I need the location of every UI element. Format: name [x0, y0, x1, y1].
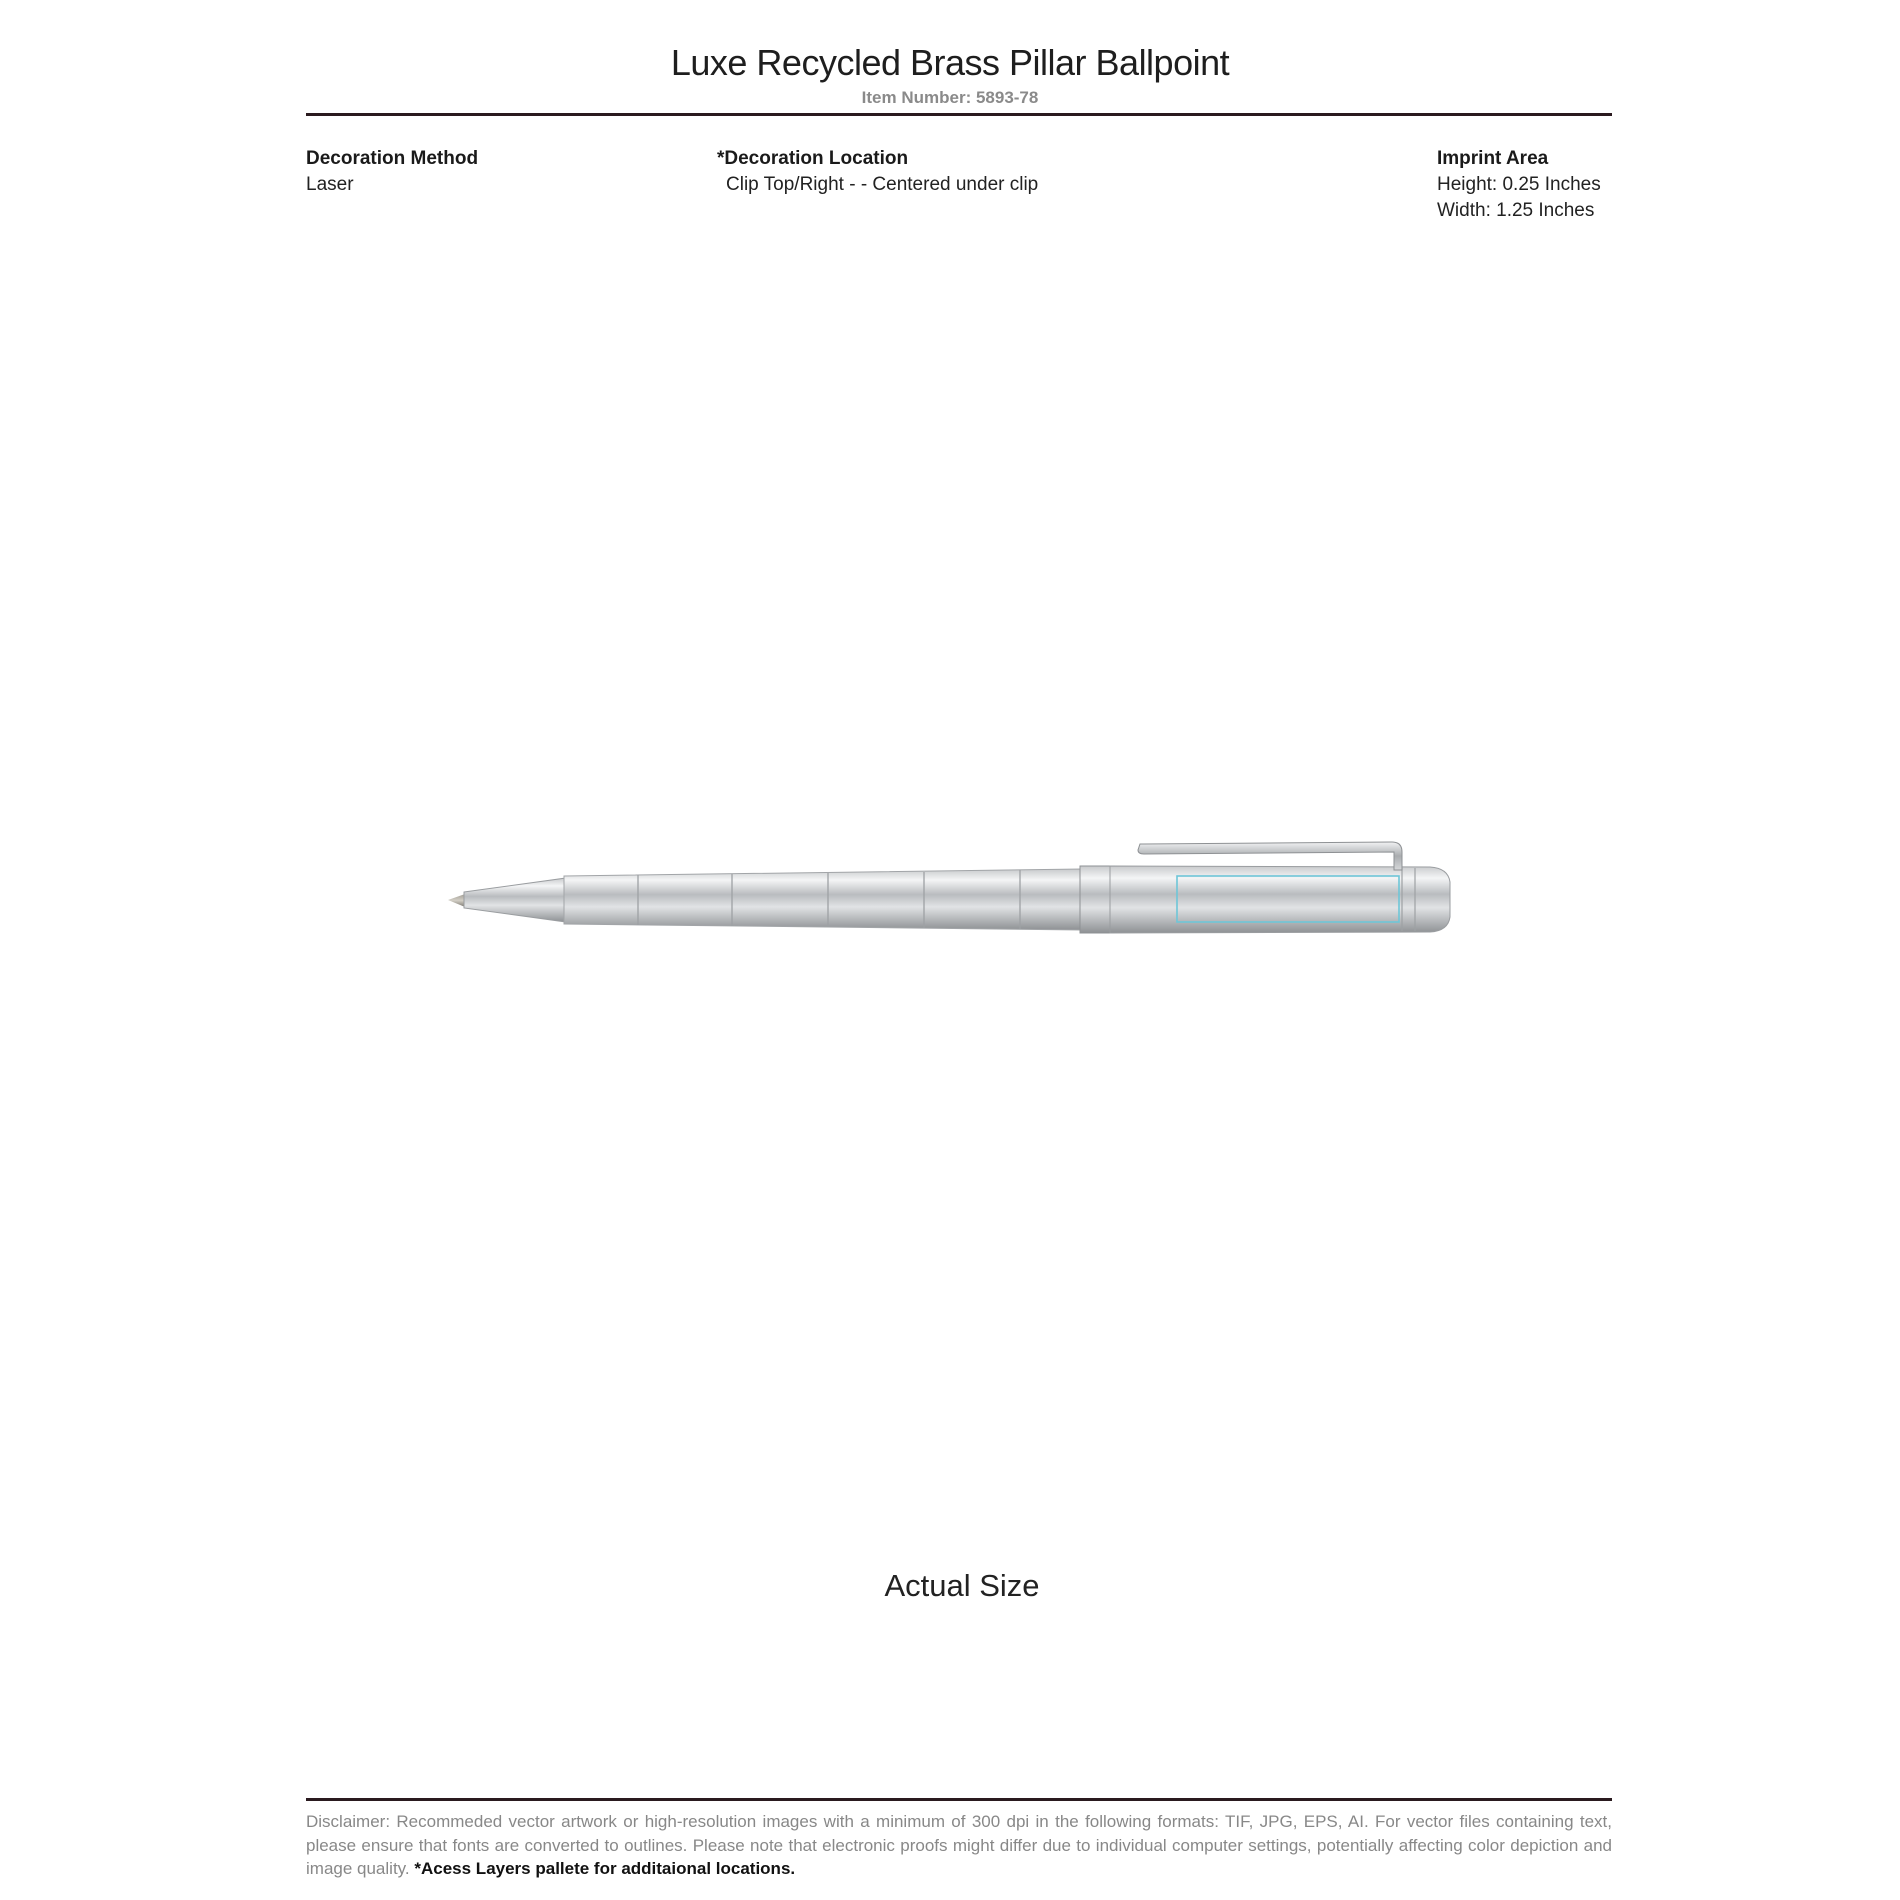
item-number: Item Number: 5893-78 — [861, 88, 1039, 107]
decoration-location-value: Clip Top/Right - - Centered under clip — [726, 174, 1039, 195]
decoration-method-value: Laser — [306, 174, 354, 195]
imprint-area-block — [1437, 146, 1601, 224]
layers-note: *Acess Layers pallete for additaional locations. — [414, 1859, 796, 1878]
product-image — [430, 820, 1510, 950]
header-divider — [306, 113, 1612, 116]
footer-divider — [306, 1798, 1612, 1801]
decoration-location-block — [717, 146, 1038, 198]
pen-illustration — [430, 820, 1510, 950]
actual-size-label: Actual Size — [884, 1568, 1040, 1603]
pen-barrel — [564, 869, 1082, 930]
decoration-location-label: *Decoration Location — [717, 148, 909, 169]
pen-center-ring — [1080, 866, 1110, 933]
imprint-height: Height: 0.25 Inches — [1437, 174, 1601, 195]
imprint-area-label: Imprint Area — [1437, 148, 1549, 169]
decoration-method-label: Decoration Method — [306, 148, 479, 169]
imprint-width: Width: 1.25 Inches — [1437, 200, 1595, 221]
disclaimer — [306, 1810, 1612, 1881]
decoration-method-block — [306, 146, 478, 198]
disclaimer-text: Disclaimer: Recommeded vector artwork or high-resolution images with a minimum of 300 dpi in the following formats: TIF, JPG, EPS, AI. For vector files containing text, please ensure that fonts are converted to outlines. Please note that electronic proofs might differ due to individual computer settings, potentially affecting color depiction and image quality. — [306, 1812, 1612, 1878]
pen-cone — [464, 878, 566, 922]
page-title: Luxe Recycled Brass Pillar Ballpoint — [670, 42, 1230, 83]
pen-tip — [448, 894, 465, 907]
